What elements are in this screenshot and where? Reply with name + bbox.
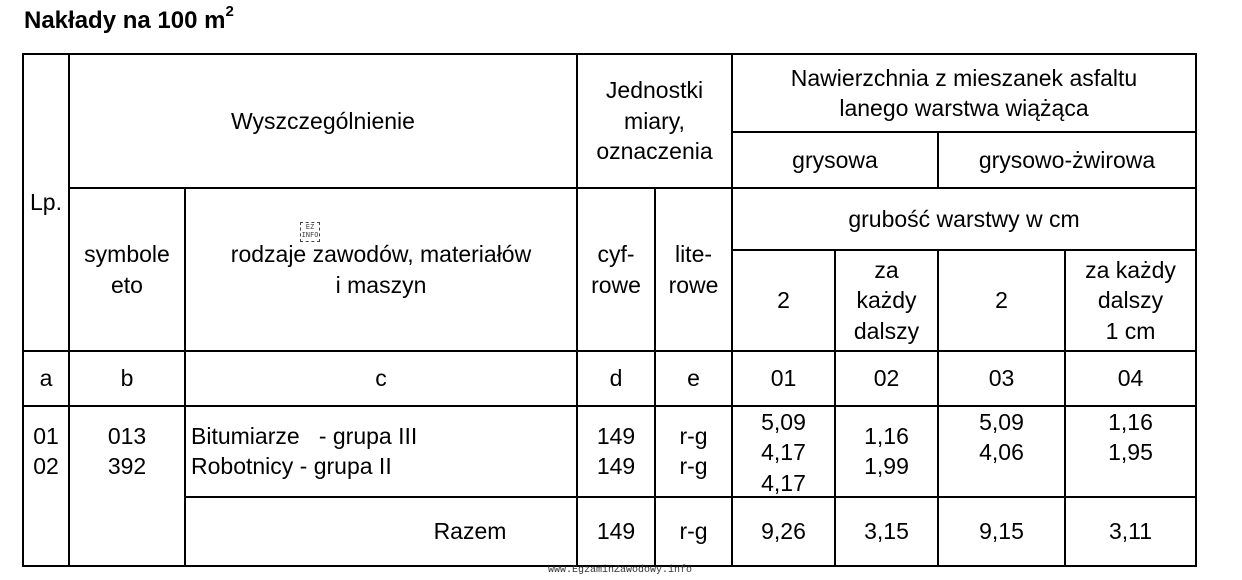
header-grubosc: grubość warstwy w cm (848, 205, 1080, 232)
letter-d: d (609, 365, 623, 392)
total-v2: 3,15 (864, 518, 909, 545)
rows-v4: 1,16 1,95 (1108, 409, 1153, 466)
header-lp: Lp. (30, 189, 62, 216)
header-col2: za każdy dalszy (853, 256, 920, 344)
rows-v1: 5,09 4,17 4,17 (761, 409, 806, 496)
letter-b: b (120, 365, 134, 392)
letter-03: 03 (988, 365, 1015, 392)
letter-02: 02 (873, 365, 900, 392)
header-nawierzchnia: Nawierzchnia z mieszanek asfaltu lanego warstwa wiążąca (790, 64, 1138, 121)
rows-v3: 5,09 4,06 (979, 409, 1024, 466)
letter-01: 01 (770, 365, 797, 392)
letter-a: a (39, 365, 53, 392)
rows-literowe: r-g r-g (679, 422, 708, 479)
rows-symbole: 013 392 (107, 422, 147, 479)
info-stamp-icon: EZ INFO (300, 222, 320, 242)
total-v4: 3,11 (1108, 518, 1153, 545)
page-title: Nakłady na 100 $m^2$ (24, 3, 234, 34)
header-jednostki: Jednostki miary, oznaczenia (596, 77, 713, 165)
total-cyfrowe: 149 (596, 518, 636, 545)
total-literowe: r-g (679, 518, 708, 545)
header-literowe: lite- rowe (668, 241, 719, 298)
header-wyszczegolnienie: Wyszczególnienie (231, 107, 415, 134)
total-v1: 9,26 (761, 518, 806, 545)
table-border-right (1195, 53, 1197, 567)
header-col4: za każdy dalszy 1 cm (1085, 256, 1176, 344)
header-cyfrowe: cyf- rowe (591, 241, 641, 298)
header-col1: 2 (777, 287, 790, 314)
letter-04: 04 (1117, 365, 1144, 392)
letter-e: e (687, 365, 700, 392)
letter-c: c (375, 365, 387, 392)
header-col3: 2 (995, 287, 1008, 314)
total-label: Razem (433, 518, 507, 545)
header-symbole: symbole eto (84, 241, 170, 298)
watermark: www.EgzaminZawodowy.info (548, 565, 693, 576)
rows-names: Bitumiarze - grupa III Robotnicy - grupa II (191, 422, 418, 479)
rows-cyfrowe: 149 149 (596, 422, 636, 479)
header-grysowo-zwirowa: grysowo-żwirowa (978, 146, 1156, 173)
header-grysowa: grysowa (792, 146, 878, 173)
rows-lp: 01 02 (33, 422, 59, 479)
header-rodzaje: rodzaje zawodów, materiałów i maszyn (230, 241, 532, 298)
total-v3: 9,15 (979, 518, 1024, 545)
rows-v2: 1,16 1,99 (864, 422, 909, 479)
